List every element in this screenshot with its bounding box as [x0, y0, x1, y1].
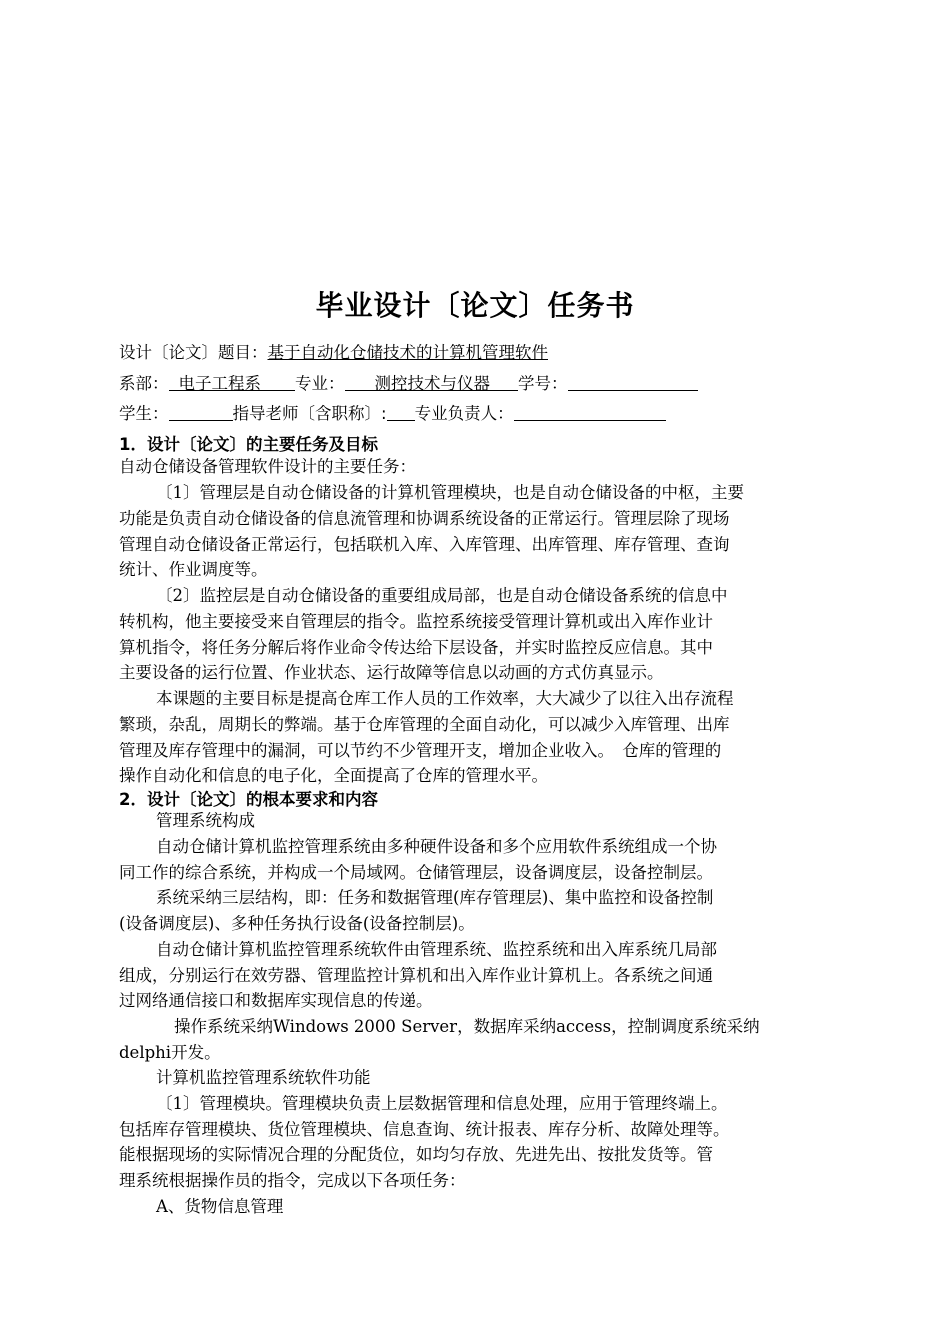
s2-line: A、货物信息管理 — [156, 1197, 284, 1216]
student-blank — [169, 404, 233, 421]
advisor-blank — [387, 404, 415, 421]
major-blank-right — [490, 374, 518, 391]
dept-blank-right — [261, 374, 295, 391]
s2-line: 〔1〕管理模块。管理模块负责上层数据管理和信息处理，应用于管理终端上。 — [156, 1094, 728, 1113]
s2-line: (设备调度层)、多种任务执行设备(设备控制层)。 — [119, 914, 475, 933]
s1-line: 管理自动仓储设备正常运行，包括联机入库、入库管理、出库管理、库存管理、查询 — [119, 535, 730, 554]
s2-line: 管理系统构成 — [156, 811, 255, 830]
s1-line: 算机指令，将任务分解后将作业命令传达给下层设备，并实时监控反应信息。其中 — [119, 638, 713, 657]
topic-label: 设计〔论文〕题目： — [119, 343, 268, 362]
dept-blank-left — [169, 374, 179, 391]
advisor-label: 指导老师〔含职称〕: — [232, 404, 387, 423]
major-value: 测控技术与仪器 — [374, 374, 490, 393]
document-title: 毕业设计〔论文〕任务书 — [315, 289, 635, 322]
dept-row — [119, 373, 698, 395]
s1-line: 统计、作业调度等。 — [119, 560, 268, 579]
s1-line: 操作自动化和信息的电子化，全面提高了仓库的管理水平。 — [119, 766, 548, 785]
s2-line: 计算机监控管理系统软件功能 — [156, 1068, 371, 1087]
section1-heading: 1．设计〔论文〕的主要任务及目标 — [119, 435, 378, 454]
s2-line: 同工作的综合系统，并构成一个局域网。仓储管理层，设备调度层，设备控制层。 — [119, 863, 713, 882]
topic-value: 基于自动化仓储技术的计算机管理软件 — [267, 343, 548, 362]
major-label: 专业： — [295, 374, 345, 393]
s1-line: 功能是负责自动仓储设备的信息流管理和协调系统设备的正常运行。管理层除了现场 — [119, 509, 730, 528]
s2-line: 能根据现场的实际情况合理的分配货位，如均匀存放、先进先出、按批发货等。管 — [119, 1145, 713, 1164]
dept-label: 系部： — [119, 374, 169, 393]
s1-line: 繁琐，杂乱，周期长的弊端。基于仓库管理的全面自动化，可以减少入库管理、出库 — [119, 715, 730, 734]
s1-line: 本课题的主要目标是提高仓库工作人员的工作效率，大大减少了以往入出存流程 — [156, 689, 734, 708]
head-label: 专业负责人： — [414, 404, 514, 423]
s1-line: 转机构，他主要接受来自管理层的指令。监控系统接受管理计算机或出入库作业计 — [119, 612, 713, 631]
id-blank — [568, 374, 698, 391]
dept-value: 电子工程系 — [178, 374, 261, 393]
s2-line: 包括库存管理模块、货位管理模块、信息查询、统计报表、库存分析、故障处理等。 — [119, 1120, 730, 1139]
s2-line: 系统采纳三层结构，即：任务和数据管理(库存管理层)、集中监控和设备控制 — [156, 888, 714, 907]
topic-row — [119, 342, 548, 364]
s2-line: 自动仓储计算机监控管理系统由多种硬件设备和多个应用软件系统组成一个协 — [156, 837, 717, 856]
s2-line: 理系统根据操作员的指令，完成以下各项任务： — [119, 1171, 466, 1190]
head-blank — [514, 404, 666, 421]
student-row — [119, 403, 666, 425]
s2-line: delphi开发。 — [119, 1043, 221, 1062]
major-blank-left — [345, 374, 375, 391]
s2-line: 操作系统采纳Windows 2000 Server，数据库采纳access，控制调度系统采纳 — [174, 1017, 760, 1036]
s1-line: 管理及库存管理中的漏洞，可以节约不少管理开支，增加企业收入。 仓库的管理的 — [119, 741, 722, 760]
s2-line: 过网络通信接口和数据库实现信息的传递。 — [119, 991, 433, 1010]
s1-line: 〔2〕监控层是自动仓储设备的重要组成局部，也是自动仓储设备系统的信息中 — [156, 586, 728, 605]
s1-line: 自动仓储设备管理软件设计的主要任务： — [119, 457, 416, 476]
id-label: 学号： — [518, 374, 568, 393]
student-label: 学生： — [119, 404, 169, 423]
section2-heading: 2．设计〔论文〕的根本要求和内容 — [119, 790, 378, 809]
s2-line: 自动仓储计算机监控管理系统软件由管理系统、监控系统和出入库系统几局部 — [156, 940, 717, 959]
s2-line: 组成，分别运行在效劳器、管理监控计算机和出入库作业计算机上。各系统之间通 — [119, 966, 713, 985]
s1-line: 〔1〕管理层是自动仓储设备的计算机管理模块，也是自动仓储设备的中枢，主要 — [156, 483, 744, 502]
s1-line: 主要设备的运行位置、作业状态、运行故障等信息以动画的方式仿真显示。 — [119, 663, 664, 682]
